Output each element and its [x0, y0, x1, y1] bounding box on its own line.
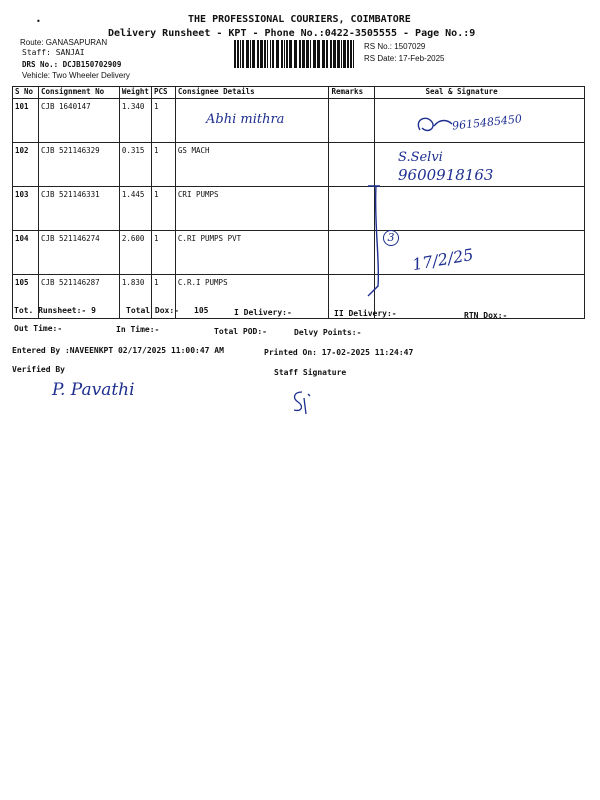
vehicle-label: Vehicle: Two Wheeler Delivery — [22, 71, 130, 80]
cell-weight: 2.600 — [119, 231, 151, 275]
barcode-bar — [347, 40, 349, 68]
handwritten-phone: 9615485450 — [451, 112, 523, 133]
small-mark: • — [36, 17, 41, 26]
cell-sno: 102 — [13, 143, 39, 187]
cell-consignment: CJB 521146287 — [38, 275, 119, 319]
cell-signature — [375, 231, 585, 275]
barcode-bar — [252, 40, 255, 68]
handwritten-consignee: Abhi mithra — [206, 112, 285, 127]
barcode-bar — [270, 40, 271, 68]
i-delivery: I Delivery:- — [234, 308, 292, 317]
table-row — [13, 143, 585, 187]
barcode-bar — [246, 40, 249, 68]
verifier-signature: P. Pavathi — [52, 380, 135, 400]
cell-signature — [375, 187, 585, 231]
cell-consignee: CRI PUMPS — [175, 187, 329, 231]
cell-consignment: CJB 521146274 — [38, 231, 119, 275]
rs-no: RS No.: 1507029 — [364, 42, 426, 51]
rtn-dox: RTN Dox:- — [464, 311, 508, 320]
delvy-points: Delvy Points:- — [294, 328, 362, 337]
cell-weight: 1.445 — [119, 187, 151, 231]
cell-weight: 1.830 — [119, 275, 151, 319]
cell-sno: 103 — [13, 187, 39, 231]
barcode-bar — [322, 40, 325, 68]
company-title: THE PROFESSIONAL COURIERS, COIMBATORE — [188, 14, 411, 25]
col-consignment: Consignment No — [38, 87, 119, 99]
handwritten-circle: 3 — [383, 230, 399, 246]
cell-pcs: 1 — [151, 187, 175, 231]
barcode-bar — [289, 40, 292, 68]
handwritten-phone-2: 9600918163 — [398, 166, 494, 184]
total-pod: Total POD:- — [214, 327, 267, 336]
rs-date: RS Date: 17-Feb-2025 — [364, 54, 445, 63]
barcode-bar — [343, 40, 346, 68]
runsheet-subtitle: Delivery Runsheet - KPT - Phone No.:0422-3505555 - Page No.:9 — [108, 28, 476, 39]
barcode-bar — [276, 40, 279, 68]
barcode-bar — [350, 40, 352, 68]
barcode-bar — [302, 40, 305, 68]
cell-consignee: C.R.I PUMPS — [175, 275, 329, 319]
tot-runsheet: Tot. Runsheet:- 9 — [14, 306, 96, 315]
staff-label: Staff: SANJAI — [22, 48, 85, 57]
route-label: Route: GANASAPURAN — [20, 38, 108, 47]
barcode-bar — [264, 40, 266, 68]
out-time: Out Time:- — [14, 324, 63, 333]
barcode-bar — [317, 40, 320, 68]
cell-sno: 105 — [13, 275, 39, 319]
cell-pcs: 1 — [151, 99, 175, 143]
staff-signature-mark — [288, 388, 318, 418]
printed-on: Printed On: 17-02-2025 11:24:47 — [264, 348, 414, 357]
barcode-bar — [286, 40, 288, 68]
barcode-bar — [281, 40, 283, 68]
ii-delivery: II Delivery:- — [334, 309, 397, 318]
col-seal-signature: Seal & Signature — [375, 87, 585, 99]
drs-label: DRS No.: DCJB150702909 — [22, 60, 122, 69]
cell-consignee: GS MACH — [175, 143, 329, 187]
verified-by-label: Verified By — [12, 365, 65, 374]
barcode-bar — [299, 40, 301, 68]
col-consignee: Consignee Details — [175, 87, 329, 99]
col-sno: S No — [13, 87, 39, 99]
table-header-row — [13, 87, 585, 99]
barcode-bar — [333, 40, 336, 68]
total-dox-label: Total Dox:- — [126, 306, 179, 315]
cell-sno: 101 — [13, 99, 39, 143]
barcode-bar — [310, 40, 311, 68]
cell-weight: 0.315 — [119, 143, 151, 187]
cell-pcs: 1 — [151, 143, 175, 187]
cell-consignee: C.RI PUMPS PVT — [175, 231, 329, 275]
total-dox-value: 105 — [194, 306, 209, 315]
handwritten-date: 17/2/25 — [410, 244, 475, 275]
in-time: In Time:- — [116, 325, 160, 334]
col-pcs: PCS — [151, 87, 175, 99]
cell-pcs: 1 — [151, 231, 175, 275]
cell-sno: 104 — [13, 231, 39, 275]
barcode-bar — [341, 40, 342, 68]
barcode-bar — [284, 40, 285, 68]
barcode-bar — [337, 40, 340, 68]
staff-signature-label: Staff Signature — [274, 368, 347, 377]
cell-pcs: 1 — [151, 275, 175, 319]
barcode-bar — [306, 40, 309, 68]
col-remarks: Remarks — [329, 87, 375, 99]
cell-consignment: CJB 1640147 — [38, 99, 119, 143]
cell-remarks — [329, 99, 375, 143]
handwritten-name: S.Selvi — [398, 150, 443, 165]
barcode-bar — [326, 40, 328, 68]
barcode-bar — [294, 40, 297, 68]
table-row — [13, 187, 585, 231]
barcode-bar — [267, 40, 268, 68]
cell-consignment: CJB 521146329 — [38, 143, 119, 187]
barcode-bar — [260, 40, 263, 68]
barcode-bar — [234, 40, 236, 68]
entered-by: Entered By :NAVEENKPT 02/17/2025 11:00:47 AM — [12, 346, 224, 355]
barcode-bar — [242, 40, 244, 68]
barcode-bar — [313, 40, 316, 68]
col-weight: Weight — [119, 87, 151, 99]
barcode-bar — [240, 40, 241, 68]
barcode-bar — [330, 40, 332, 68]
barcode-bar — [272, 40, 274, 68]
table-row — [13, 231, 585, 275]
barcode-image — [232, 40, 358, 68]
cell-weight: 1.340 — [119, 99, 151, 143]
barcode-bar — [257, 40, 259, 68]
cell-consignment: CJB 521146331 — [38, 187, 119, 231]
barcode-bar — [250, 40, 251, 68]
barcode-bar — [237, 40, 239, 68]
cell-remarks — [329, 143, 375, 187]
barcode-bar — [353, 40, 354, 68]
